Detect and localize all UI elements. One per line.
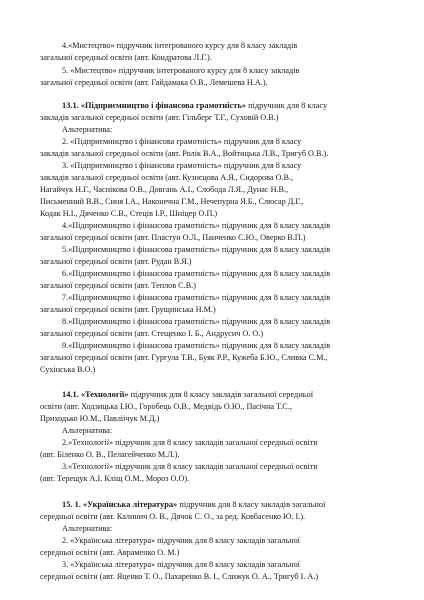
section-14-line-3: Приходько Ю.М., Павліічук М.Д.) — [40, 414, 160, 423]
section-14-heading — [62, 390, 313, 400]
s13-alt-3-line-1: 3. «Підприємництво і фінансова грамотність» підручник для 8 класу — [62, 161, 302, 170]
section-15-alternatives-label: Альтернатива: — [62, 524, 113, 533]
s14-alt-2-line-1: 2.«Технології» підручник для 8 класу закладів загальної середньої освіти — [62, 438, 318, 447]
s13-alt-9-line-3: Сухінська В.О.) — [40, 365, 96, 374]
s13-alt-3-line-4: Письменний В.В., Синя І.А., Наконечна Г.М., Нечепурна Я.Б., Слюсар Д.Г., — [40, 197, 304, 206]
section-13-title: 13.1. «Підприємництво і фінансова грамотність» — [62, 101, 246, 110]
section-13-alternatives-label: Альтернатива: — [62, 125, 113, 134]
s13-alt-5-line-1: 5.«Підприємництво і фінансова грамотність» підручник для 8 класу закладів — [62, 245, 331, 254]
s13-alt-4-line-1: 4.«Підприємництво і фінансова грамотність» підручник для 8 класу закладів — [62, 221, 331, 230]
section-15-line-2: середньої освіти (авт. Калинич О. В., Дячок С. О., за ред. Ковбасенко Ю. І.). — [40, 512, 306, 521]
item-5-line-2: загальної середньої освіти (авт. Гайдамака О.В., Лемешева Н.А.). — [40, 78, 268, 87]
section-14-alternatives-label: Альтернатива: — [62, 426, 113, 435]
section-13-heading — [62, 101, 327, 111]
section-14-title-rest: підручник для 8 класу закладів загальної середньої — [128, 390, 314, 399]
section-14-title: 14.1. «Технології» — [62, 390, 129, 399]
s13-alt-5-line-2: загальної середньої освіти (авт. Рудан В.Я.) — [40, 257, 192, 266]
s14-alt-3-line-1: 3.«Технології» підручник для 8 класу закладів загальної середньої освіти — [62, 462, 318, 471]
section-15-title-rest: підручник для 8 класу закладів загальної — [177, 500, 326, 509]
s14-alt-3-line-2: (авт. Терещук А.І. Кліщ О.М., Мороз О.О). — [40, 474, 190, 483]
s13-alt-9-line-1: 9.«Підприємництво і фінансова грамотність» підручник для 8 класу закладів — [62, 341, 331, 350]
item-4-line-1: 4.«Мистецтво» підручник інтегрованого курсу для 8 класу закладів — [62, 41, 298, 50]
section-13-title-rest: підручник для 8 класу — [246, 101, 328, 110]
s13-alt-2-line-1: 2. «Підприємництво і фінансова грамотність» підручник для 8 класу — [62, 137, 302, 146]
s13-alt-8-line-1: 8.«Підприємництво і фінансова грамотність» підручник для 8 класу закладів — [62, 317, 331, 326]
s13-alt-6-line-1: 6.«Підприємництво і фінансова грамотність» підручник для 8 класу закладів — [62, 269, 331, 278]
s13-alt-2-line-2: закладів загальної середньої освіти (авт. Ролік В.А., Войтицька Л.В., Тригуб О.В.). — [40, 149, 329, 158]
s13-alt-6-line-2: загальної середньої освіти (авт. Теплов С.В.) — [40, 281, 196, 290]
s13-alt-9-line-2: загальної середньої освіти (авт. Гургула Т.В., Буяк Р.Р., Кужеба Б.Ю., Сливка С.М., — [40, 353, 328, 362]
section-14-line-2: освіти (авт. Ходзицька І.Ю., Горобець О.В., Медвідь О.Ю., Пасічна Т.С., — [40, 402, 292, 411]
item-4-line-2: загальної середньої освіти (авт. Кондратова Л.Г.). — [40, 53, 212, 62]
s15-alt-2-line-2: середньої освіти (авт. Авраменко О. М.) — [40, 548, 180, 557]
s13-alt-7-line-2: загальної середньої освіти (авт. Грущинська Н.М.) — [40, 305, 216, 314]
s13-alt-7-line-1: 7.«Підприємництво і фінансова грамотність» підручник для 8 класу закладів — [62, 293, 331, 302]
s13-alt-3-line-3: Нагайчук Н.Г., Часнікова О.В., Довгань А.І., Слобода Л.Я., Дунас Н.В., — [40, 185, 289, 194]
s13-alt-3-line-5: Кодак Н.І., Дяченко С.В., Стеців І.Р., Шніцер О.П.) — [40, 209, 218, 218]
s15-alt-3-line-2: середньої освіти (авт. Яценко Т. О., Пахаренко В. І., Слижук О. А., Тригуб І. А.) — [40, 572, 319, 581]
s15-alt-3-line-1: 3. «Українська література» підручник для 8 класу закладів загальної — [62, 560, 300, 569]
s13-alt-8-line-2: загальної середньої освіти (авт. Стещенко І. Б., Андрусич О. О.) — [40, 329, 264, 338]
section-15-title: 15. 1. «Українська література» — [62, 500, 178, 509]
section-13-line-2: закладів загальної середньої освіти (авт. Гільберг Т.Г., Суховій О.В.) — [40, 113, 279, 122]
s15-alt-2-line-1: 2. «Українська література» підручник для 8 класу закладів загальної — [62, 536, 300, 545]
item-5-line-1: 5. «Мистецтво» підручник інтегрованого курсу для 8 класу закладів — [62, 66, 300, 75]
s13-alt-3-line-2: закладів загальної середньої освіти (авт. Кузнєцова А.Я., Сидорова О.В., — [40, 173, 294, 182]
s13-alt-4-line-2: загальної середньої освіти (авт. Пластун О.Л., Панченко С.Ю., Оверко В.П.) — [40, 233, 306, 242]
section-15-heading — [62, 500, 325, 510]
s14-alt-2-line-2: (авт. Біленко О. В., Пелагейченко М.Л.). — [40, 450, 180, 459]
